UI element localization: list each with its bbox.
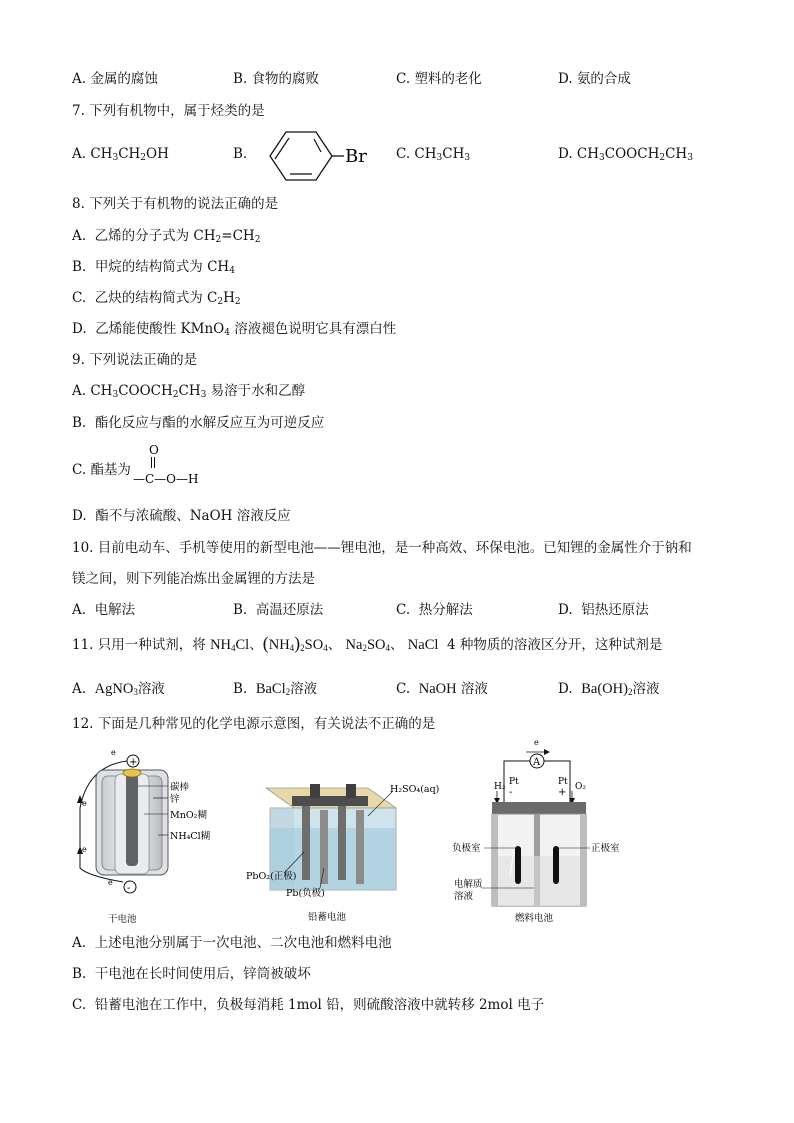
svg-text:O₂: O₂: [575, 782, 586, 792]
svg-text:Pb(负极): Pb(负极): [286, 888, 325, 899]
svg-text:e: e: [108, 878, 113, 887]
q8-stem: 8. 下列关于有机物的说法正确的是: [72, 196, 279, 212]
q8-option-c: C. 乙炔的结构简式为 $C_2H_2$: [72, 290, 241, 307]
q11-stem: 11. 只用一种试剂，将 $NH_4Cl$、$(NH_4)_2SO_4$、 $Na_2SO_4$、 NaCl 4 种物质的溶液区分开，这种试剂是: [72, 633, 663, 653]
q11-option-d: D. $Ba(OH)_2$溶液: [558, 681, 660, 697]
svg-text:负极室: 负极室: [452, 843, 481, 854]
dry-cell-diagram: [68, 748, 228, 930]
q10-stem-line2: 镁之间，则下列能冶炼出金属锂的方法是: [72, 571, 315, 587]
svg-text:锌: 锌: [170, 794, 180, 805]
svg-text:-: -: [509, 787, 513, 798]
q6-option-a: A. 金属的腐蚀: [72, 71, 158, 87]
q12-option-b: B. 干电池在长时间使用后，锌筒被破坏: [72, 966, 311, 982]
q9-option-c: C. 酯基为: [72, 462, 131, 478]
q6-option-b: B. 食物的腐败: [233, 71, 320, 87]
q7-option-b-letter: B.: [233, 146, 248, 162]
svg-text:-: -: [127, 883, 131, 894]
lead-battery-diagram: [240, 770, 445, 930]
svg-text:e: e: [111, 748, 116, 757]
q12-option-a: A. 上述电池分别属于一次电池、二次电池和燃料电池: [72, 935, 392, 951]
svg-text:A: A: [533, 757, 541, 768]
q9-option-d: D. 酯不与浓硫酸、NaOH 溶液反应: [72, 508, 291, 524]
svg-text:NH₄Cl糊: NH₄Cl糊: [170, 831, 211, 842]
q10-option-b: B. 高温还原法: [233, 602, 324, 618]
fuel-cell-diagram: [448, 736, 638, 930]
svg-text:正极室: 正极室: [591, 843, 620, 854]
q10-stem-line1: 10. 目前电动车、手机等使用的新型电池——锂电池，是一种高效、环保电池。已知锂的金属性介于钠和: [72, 540, 692, 556]
q10-option-d: D. 铝热还原法: [558, 602, 649, 618]
q7-option-c: C. $CH_3CH_3$: [396, 146, 471, 163]
ester-group-structure: [132, 440, 222, 490]
q11-option-c: C. NaOH 溶液: [396, 681, 488, 697]
lead-battery-caption: 铅蓄电池: [308, 912, 347, 923]
svg-text:Pt: Pt: [558, 777, 568, 787]
q11-option-b: B. BaCl$_2$溶液: [233, 681, 318, 697]
q7-stem: 7. 下列有机物中，属于烃类的是: [72, 103, 265, 119]
q8-option-d: D. 乙烯能使酸性 KMnO$_4$ 溶液褪色说明它具有漂白性: [72, 321, 397, 338]
svg-text:Pt: Pt: [509, 777, 519, 787]
svg-text:e: e: [534, 738, 539, 747]
q10-option-a: A. 电解法: [72, 602, 136, 618]
svg-text:e: e: [82, 799, 87, 808]
q9-option-b: B. 酯化反应与酯的水解反应互为可逆反应: [72, 415, 325, 431]
q6-option-d: D. 氨的合成: [558, 71, 631, 87]
q8-option-b: B. 甲烷的结构简式为 $CH_4$: [72, 259, 235, 276]
svg-text:H₂: H₂: [494, 782, 506, 792]
q12-option-c: C. 铅蓄电池在工作中，负极每消耗 1mol 铅，则硫酸溶液中就转移 2mol 电子: [72, 997, 545, 1013]
svg-text:电解质: 电解质: [454, 879, 483, 890]
q12-stem: 12. 下面是几种常见的化学电源示意图，有关说法不正确的是: [72, 716, 436, 732]
svg-text:+: +: [558, 787, 567, 798]
fuel-cell-caption: 燃料电池: [515, 913, 554, 924]
q6-option-c: C. 塑料的老化: [396, 71, 482, 87]
svg-text:溶液: 溶液: [454, 891, 474, 902]
bromine-label: Br: [345, 146, 367, 167]
svg-text:e: e: [82, 845, 87, 854]
q11-option-a: A. AgNO$_3$溶液: [72, 681, 165, 697]
bromobenzene-structure: [252, 126, 367, 186]
q7-option-a: A. $CH_3CH_2OH$: [72, 146, 169, 163]
svg-text:碳棒: 碳棒: [170, 782, 190, 793]
q9-stem: 9. 下列说法正确的是: [72, 352, 198, 368]
q9-option-a: A. $CH_3COOCH_2CH_3$ 易溶于水和乙醇: [72, 383, 306, 400]
q10-option-c: C. 热分解法: [396, 602, 473, 618]
svg-text:+: +: [129, 757, 138, 768]
dry-cell-caption: 干电池: [108, 914, 137, 925]
svg-text:—C—O—H: —C—O—H: [133, 472, 199, 486]
svg-text:PbO₂(正极): PbO₂(正极): [246, 871, 297, 882]
svg-text:O: O: [149, 443, 159, 457]
q8-option-a: A. 乙烯的分子式为 $CH_2=CH_2$: [72, 228, 261, 245]
svg-text:H₂SO₄(aq): H₂SO₄(aq): [390, 784, 440, 795]
svg-text:MnO₂糊: MnO₂糊: [170, 810, 207, 821]
q7-option-d: D. $CH_3COOCH_2CH_3$: [558, 146, 693, 163]
